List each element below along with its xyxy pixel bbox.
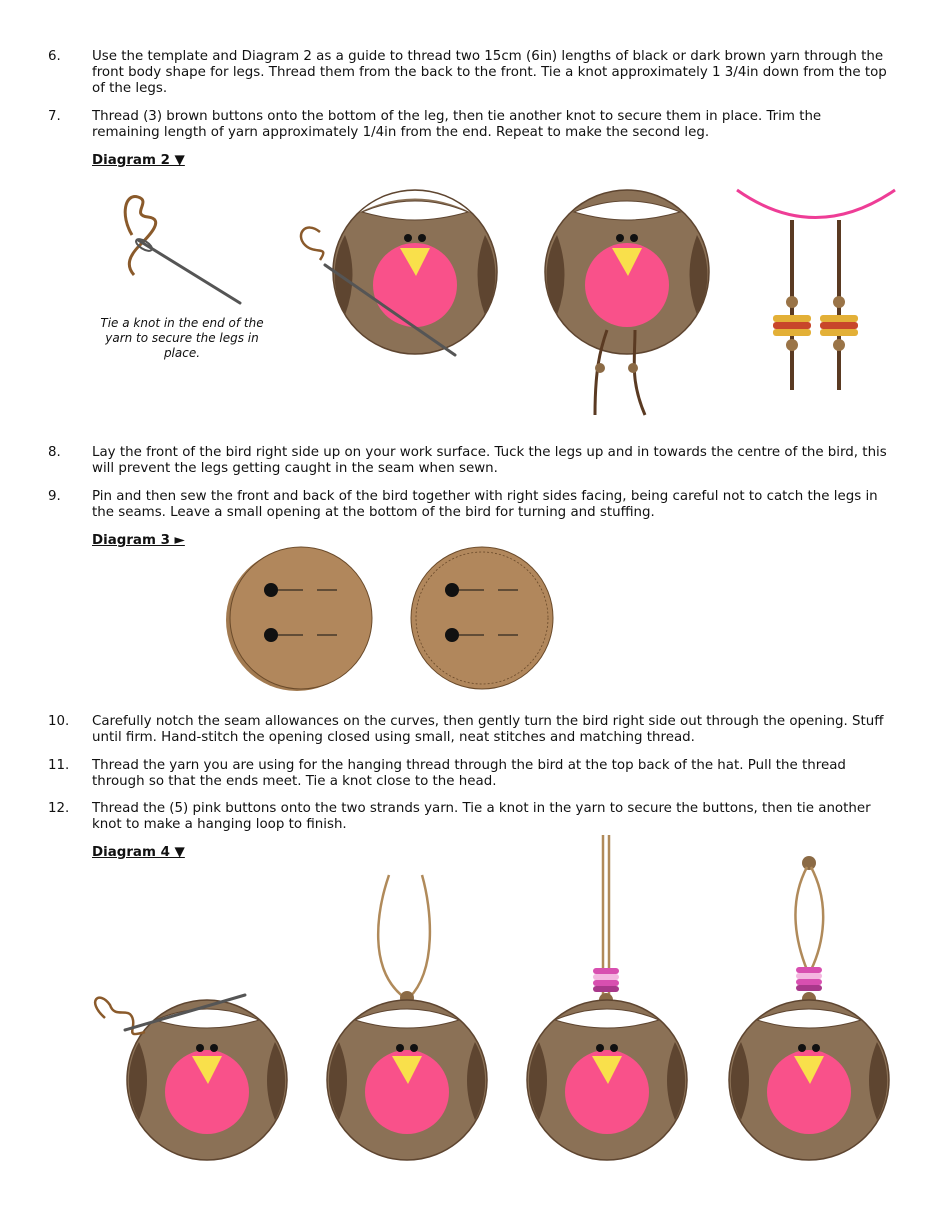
step-text: Thread the yarn you are using for the hanging thread through the bird at the top back of the hat. Pull the thread through so that the ends meet. Tie a knot close to the head. (92, 758, 846, 789)
step-text: Lay the front of the bird right side up on your work surface. Tuck the legs up and in towards the centre of the bird, this will prevent the legs getting caught in the seam when sewn. (92, 445, 887, 476)
sewn-body-circle-right (408, 546, 558, 696)
sewn-body-circle-left (225, 546, 375, 696)
diagram-4-label: Diagram 4 ▼ (92, 845, 185, 860)
diagram-3-label: Diagram 3 ► (92, 533, 185, 548)
bird-with-hanging-needle (85, 990, 295, 1170)
step-number: 11. (48, 758, 70, 773)
bird-finished-with-loop (727, 845, 897, 1170)
step-text: Carefully notch the seam allowances on the curves, then gently turn the bird right side out through the opening. Stuff until firm. Hand-stitch the opening closed using small, neat stitches and matching thread. (92, 714, 884, 745)
needle-with-yarn-illustration (110, 185, 260, 315)
legs-with-buttons (735, 185, 900, 395)
bird-front-with-needle (290, 190, 500, 370)
step-number: 8. (48, 445, 61, 460)
bird-front-with-legs (545, 190, 715, 420)
step-number: 6. (48, 49, 61, 64)
diagram-caption: Tie a knot in the end of the yarn to secure the legs in place. (100, 316, 264, 360)
step-number: 10. (48, 714, 70, 729)
step-text: Thread the (5) pink buttons onto the two strands yarn. Tie a knot in the yarn to secure the buttons, then tie another knot to make a hanging loop to finish. (92, 801, 871, 832)
step-text: Use the template and Diagram 2 as a guide to thread two 15cm (6in) lengths of black or dark brown yarn through the front body shape for legs. Thread them from the back to the front. Tie a knot approximately 1 3/4in down from the top of the legs. (92, 49, 887, 96)
diagram-2-label: Diagram 2 ▼ (92, 153, 185, 168)
step-number: 12. (48, 801, 70, 816)
step-number: 7. (48, 109, 61, 124)
step-text: Pin and then sew the front and back of the bird together with right sides facing, being careful not to catch the legs in the seams. Leave a small opening at the bottom of the bird for turning and stuffing. (92, 489, 878, 520)
step-text: Thread (3) brown buttons onto the bottom of the leg, then tie another knot to secure them in place. Trim the remaining length of yarn approximately 1/4in from the end. Repeat to make the second leg. (92, 109, 822, 140)
bird-with-yarn-loop (327, 870, 492, 1170)
bird-with-buttons-unlooped (525, 830, 695, 1170)
step-number: 9. (48, 489, 61, 504)
